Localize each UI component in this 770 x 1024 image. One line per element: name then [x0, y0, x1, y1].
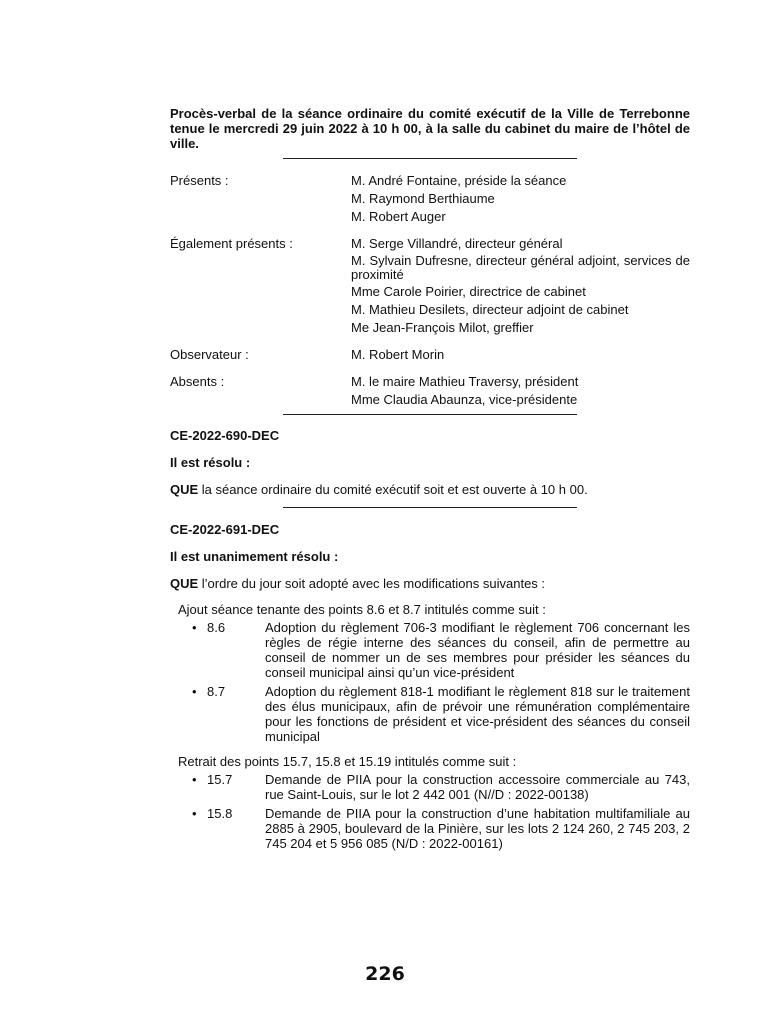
absents-item: Mme Claudia Abaunza, vice-présidente — [351, 392, 578, 407]
presents-item: M. André Fontaine, préside la séance — [351, 173, 567, 188]
observer-label: Observateur : — [170, 347, 249, 362]
item-text: Demande de PIIA pour la construction d’une habitation multifamiliale au 2885 à 2905, boulevard de la Pinière, sur les lots 2 124 260, 2 745 203, 2 745 204 et 5 956 085 (N/D : 2022-00161) — [265, 806, 690, 851]
presents-item: M. Raymond Berthiaume — [351, 191, 495, 206]
que-keyword: QUE — [170, 576, 199, 591]
bullet-icon: • — [192, 806, 197, 821]
presents-row — [170, 173, 690, 227]
also-present-item: Me Jean-François Milot, greffier — [351, 320, 534, 335]
also-present-item: M. Serge Villandré, directeur général — [351, 236, 563, 251]
divider — [283, 158, 577, 159]
item-number: 15.8 — [207, 806, 233, 821]
divider — [283, 414, 577, 415]
presents-item: M. Robert Auger — [351, 209, 446, 224]
list-item — [170, 684, 690, 744]
absents-row — [170, 374, 690, 410]
presents-label: Présents : — [170, 173, 229, 188]
absents-label: Absents : — [170, 374, 225, 389]
item-text: Adoption du règlement 706-3 modifiant le règlement 706 concernant les règles de régie interne des séances du conseil, afin de permettre au conseil de nommer un de ses membres pour présider les séances du conseil municipal ainsi qu’un vice-président — [265, 620, 690, 680]
item-number: 15.7 — [207, 772, 233, 787]
divider — [283, 507, 577, 508]
resolution-body: la séance ordinaire du comité exécutif soit et est ouverte à 10 h 00. — [198, 482, 588, 497]
resolution-heading: Il est unanimement résolu : — [170, 549, 339, 564]
additions-intro: Ajout séance tenante des points 8.6 et 8.7 intitulés comme suit : — [178, 602, 546, 617]
presents-list — [351, 173, 690, 227]
resolution-text — [170, 482, 690, 498]
page-number: 226 — [365, 963, 405, 985]
que-keyword: QUE — [170, 482, 199, 497]
observer-name: M. Robert Morin — [351, 347, 445, 362]
item-text: Demande de PIIA pour la construction accessoire commerciale au 743, rue Saint-Louis, sur le lot 2 442 001 (N//D : 2022-00138) — [265, 772, 690, 802]
resolution-code: CE-2022-691-DEC — [170, 522, 280, 537]
bullet-icon: • — [192, 772, 197, 787]
removals-intro: Retrait des points 15.7, 15.8 et 15.19 intitulés comme suit : — [178, 754, 517, 769]
observer-row — [170, 347, 690, 365]
item-number: 8.7 — [207, 684, 226, 699]
additions-list — [170, 620, 690, 744]
list-item — [170, 806, 690, 851]
document-title: Procès-verbal de la séance ordinaire du comité exécutif de la Ville de Terrebonne tenue le mercredi 29 juin 2022 à 10 h 00, à la salle du cabinet du maire de l’hôtel de ville. — [170, 106, 690, 151]
resolution-body: l’ordre du jour soit adopté avec les modifications suivantes : — [198, 576, 546, 591]
item-text: Adoption du règlement 818-1 modifiant le règlement 818 sur le traitement des élus municipaux, afin de prévoir une rémunération complémentaire pour les fonctions de président et vice-président des séances du conseil municipal — [265, 684, 690, 744]
absents-item: M. le maire Mathieu Traversy, président — [351, 374, 579, 389]
resolution-heading: Il est résolu : — [170, 455, 251, 470]
also-present-row — [170, 236, 690, 338]
item-number: 8.6 — [207, 620, 226, 635]
bullet-icon: • — [192, 620, 197, 635]
list-item — [170, 620, 690, 680]
bullet-icon: • — [192, 684, 197, 699]
also-present-item: Mme Carole Poirier, directrice de cabinet — [351, 284, 586, 299]
document-body — [170, 106, 690, 855]
resolution-text — [170, 576, 690, 592]
also-present-list — [351, 236, 690, 338]
also-present-label: Également présents : — [170, 236, 293, 251]
resolution-code: CE-2022-690-DEC — [170, 428, 280, 443]
list-item — [170, 772, 690, 802]
also-present-item: M. Mathieu Desilets, directeur adjoint de cabinet — [351, 302, 629, 317]
absents-list — [351, 374, 690, 410]
removals-list — [170, 772, 690, 851]
also-present-item: M. Sylvain Dufresne, directeur général adjoint, services de proximité — [351, 253, 690, 282]
